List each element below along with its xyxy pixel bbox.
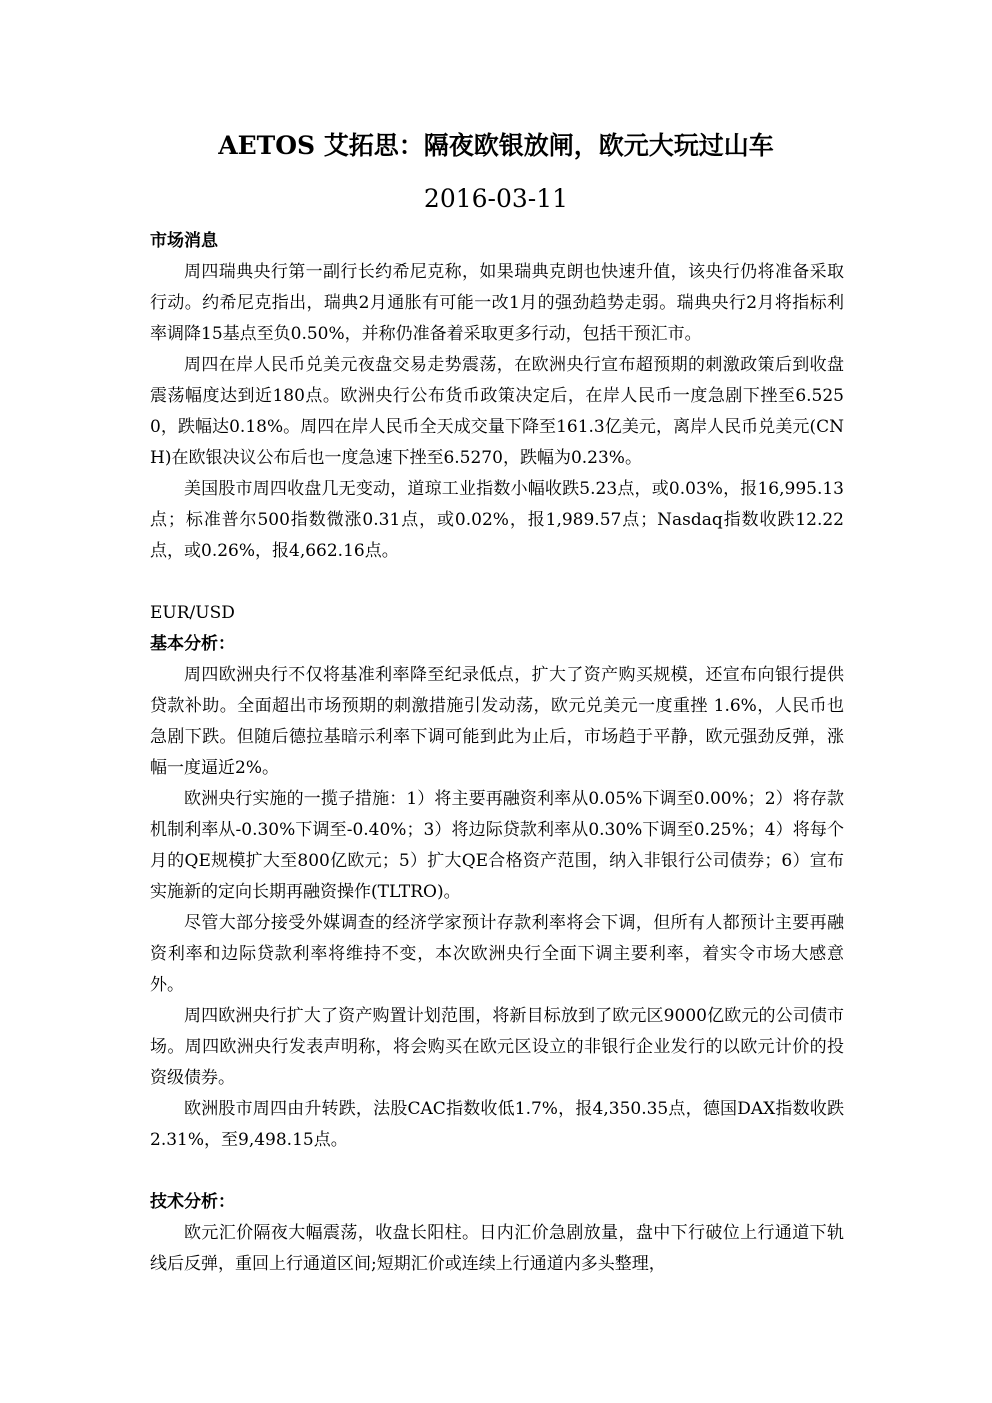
paragraph: 尽管大部分接受外媒调查的经济学家预计存款利率将会下调，但所有人都预计主要再融资利率和边际贷款利率将维持不变，本次欧洲央行全面下调主要利率，着实令市场大感意外。 <box>150 913 844 995</box>
section-heading-market-news: 市场消息 <box>150 231 218 251</box>
blank-line <box>150 567 844 598</box>
paragraph: 欧洲股市周四由升转跌，法股CAC指数收低1.7%，报4,350.35点，德国DAX指数收跌2.31%，至9,498.15点。 <box>150 1099 844 1150</box>
document-body <box>150 226 844 1280</box>
paragraph: 周四在岸人民币兑美元夜盘交易走势震荡，在欧洲央行宣布超预期的刺激政策后到收盘震荡幅度达到近180点。欧洲央行公布货币政策决定后，在岸人民币一度急剧下挫至6.5250，跌幅达0.18%。周四在岸人民币全天成交量下降至161.3亿美元，离岸人民币兑美元(CNH)在欧银决议公布后也一度急速下挫至6.5270，跌幅为0.23%。 <box>150 355 844 468</box>
paragraph: 欧洲央行实施的一揽子措施：1）将主要再融资利率从0.05%下调至0.00%；2）将存款机制利率从-0.30%下调至-0.40%；3）将边际贷款利率从0.30%下调至0.25%；4）将每个月的QE规模扩大至800亿欧元；5）扩大QE合格资产范围，纳入非银行公司债券；6）宣布实施新的定向长期再融资操作(TLTRO)。 <box>150 789 844 902</box>
currency-pair-label: EUR/USD <box>150 603 235 623</box>
document-date: 2016-03-11 <box>423 184 569 213</box>
section-heading-technical: 技术分析： <box>150 1192 235 1212</box>
paragraph: 周四瑞典央行第一副行长约希尼克称，如果瑞典克朗也快速升值，该央行仍将准备采取行动。约希尼克指出，瑞典2月通胀有可能一改1月的强劲趋势走弱。瑞典央行2月将指标利率调降15基点至负0.50%，并称仍准备着采取更多行动，包括干预汇市。 <box>150 262 844 344</box>
section-heading-fundamental: 基本分析： <box>150 634 235 654</box>
paragraph: 美国股市周四收盘几无变动，道琼工业指数小幅收跌5.23点，或0.03%，报16,995.13点；标准普尔500指数微涨0.31点，或0.02%，报1,989.57点；Nasdaq指数收跌12.22点，或0.26%，报4,662.16点。 <box>150 479 844 561</box>
paragraph: 周四欧洲央行扩大了资产购置计划范围，将新目标放到了欧元区9000亿欧元的公司债市场。周四欧洲央行发表声明称，将会购买在欧元区设立的非银行企业发行的以欧元计价的投资级债券。 <box>150 1006 844 1088</box>
paragraph: 周四欧洲央行不仅将基准利率降至纪录低点，扩大了资产购买规模，还宣布向银行提供贷款补助。全面超出市场预期的刺激措施引发动荡，欧元兑美元一度重挫 1.6%，人民币也急剧下跌。但随后德拉基暗示利率下调可能到此为止后，市场趋于平静，欧元强劲反弹，涨幅一度逼近2%。 <box>150 665 844 778</box>
paragraph: 欧元汇价隔夜大幅震荡，收盘长阳柱。日内汇价急剧放量，盘中下行破位上行通道下轨线后反弹，重回上行通道区间;短期汇价或连续上行通道内多头整理， <box>150 1223 844 1274</box>
document-title: AETOS 艾拓思：隔夜欧银放闸，欧元大玩过山车 <box>218 131 774 160</box>
blank-line <box>150 1156 844 1187</box>
